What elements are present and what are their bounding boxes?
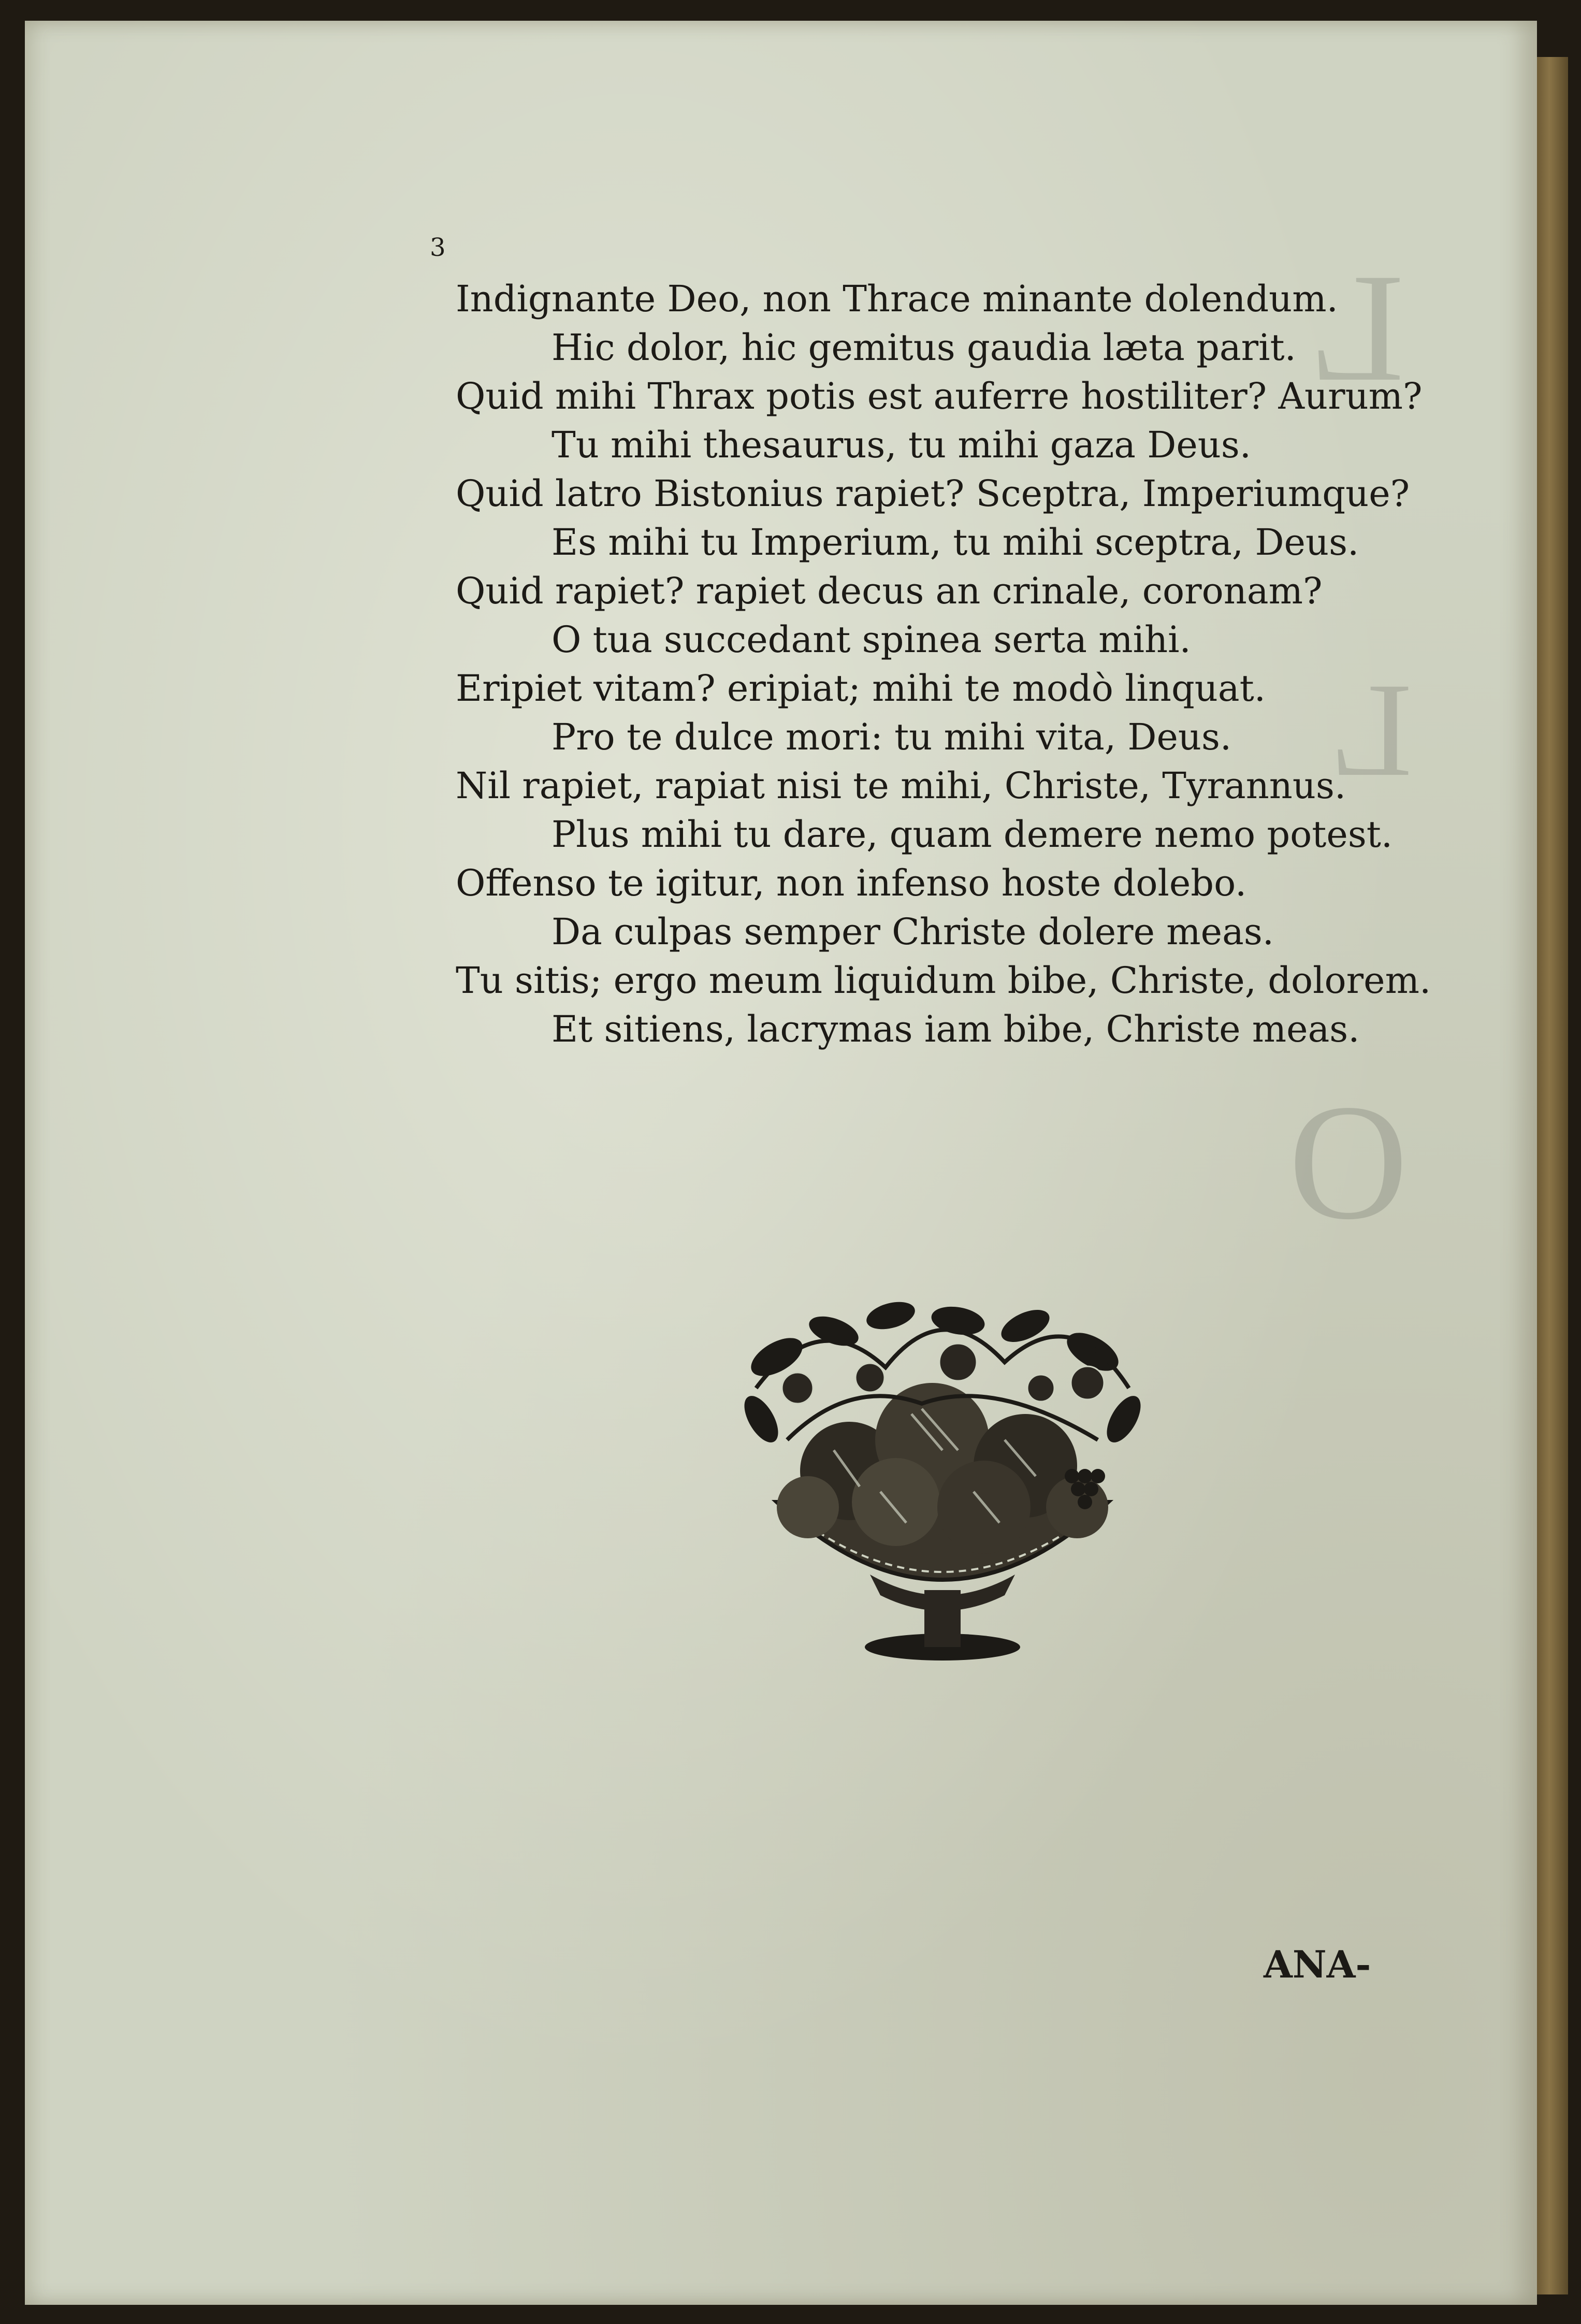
catchword: ANA- — [1264, 1942, 1371, 1986]
show-through-initial: L — [1309, 241, 1404, 413]
verse-line: Offenso te igitur, non infenso hoste dolebo. — [456, 862, 1247, 904]
verse-line: Hic dolor, hic gemitus gaudia læta parit. — [552, 326, 1296, 369]
verse-line: Eripiet vitam? eripiat; mihi te modò linquat. — [456, 667, 1266, 710]
verse-block — [456, 275, 1431, 1053]
verse-line: Da culpas semper Christe dolere meas. — [552, 911, 1274, 953]
verse-line: Pro te dulce mori: tu mihi vita, Deus. — [552, 716, 1232, 758]
show-through-initial: L — [1330, 655, 1412, 804]
verse-line: Es mihi tu Imperium, tu mihi sceptra, Deus. — [552, 521, 1359, 564]
signature-mark: 3 — [430, 233, 446, 262]
verse-line: Tu sitis; ergo meum liquidum bibe, Christe, dolorem. — [456, 959, 1431, 1002]
verse-line: Quid latro Bistonius rapiet? Sceptra, Imperiumque? — [456, 472, 1410, 515]
verse-line: Nil rapiet, rapiat nisi te mihi, Christe, Tyrannus. — [456, 764, 1346, 807]
verse-line: Et sitiens, lacrymas iam bibe, Christe meas. — [552, 1008, 1360, 1050]
verse-line: O tua succedant spinea serta mihi. — [552, 618, 1191, 661]
verse-line: Tu mihi thesaurus, tu mihi gaza Deus. — [552, 424, 1252, 466]
verse-line: Indignante Deo, non Thrace minante dolendum. — [456, 278, 1338, 320]
show-through-initial: O — [1288, 1071, 1409, 1254]
next-page-edge — [1537, 57, 1568, 2294]
fruit-basket-ornament — [715, 1284, 1170, 1678]
verse-line: Plus mihi tu dare, quam demere nemo potest. — [552, 813, 1393, 856]
verse-line: Quid mihi Thrax potis est auferre hostiliter? Aurum? — [456, 375, 1423, 417]
verse-line: Quid rapiet? rapiet decus an crinale, coronam? — [456, 570, 1323, 612]
